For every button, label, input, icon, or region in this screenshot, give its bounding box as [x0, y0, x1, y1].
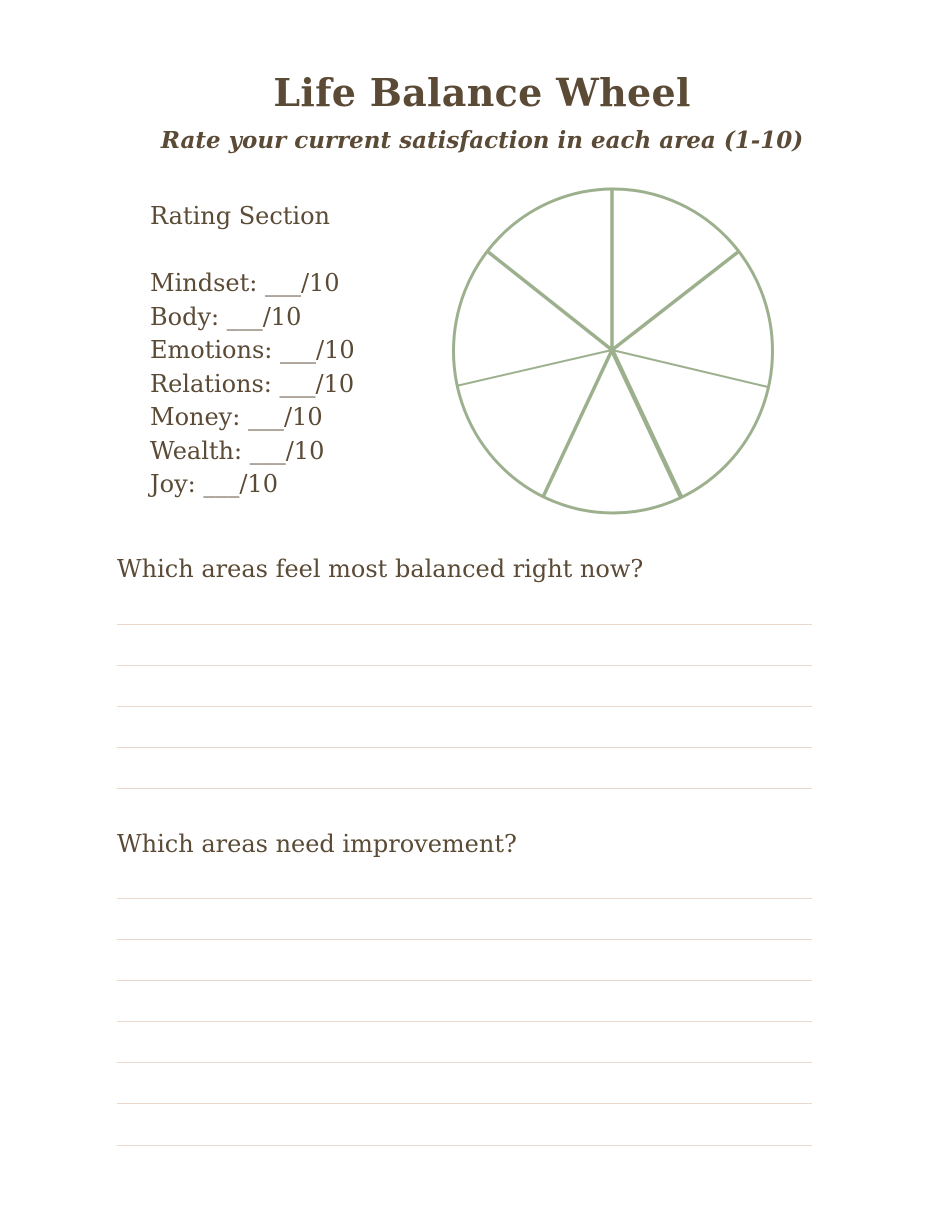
wheel-spoke [612, 350, 768, 387]
wheel-spoke [487, 251, 612, 350]
wheel-spoke [612, 350, 681, 497]
page-subtitle: Rate your current satisfaction in each area (1-10) [160, 127, 804, 154]
wheel-spoke [543, 350, 612, 497]
writing-line[interactable] [117, 665, 812, 666]
wheel-spoke [612, 252, 738, 350]
writing-line[interactable] [117, 1021, 812, 1022]
rating-section [150, 200, 440, 502]
rating-item-money[interactable]: Money: ___/10 [150, 403, 323, 431]
rating-section-heading: Rating Section [150, 202, 331, 230]
rating-item-relations[interactable]: Relations: ___/10 [150, 369, 355, 398]
rating-item-joy[interactable]: Joy: ___/10 [150, 470, 278, 498]
rating-item-wealth[interactable]: Wealth: ___/10 [150, 436, 325, 465]
writing-line[interactable] [117, 980, 812, 981]
question-balanced: Which areas feel most balanced right now? [117, 555, 644, 583]
wheel-spoke [456, 350, 612, 386]
writing-line[interactable] [117, 1145, 812, 1146]
writing-line[interactable] [117, 747, 812, 748]
writing-line[interactable] [117, 706, 812, 707]
answer-lines-balanced[interactable] [117, 624, 812, 794]
writing-line[interactable] [117, 624, 812, 625]
writing-line[interactable] [117, 898, 812, 899]
rating-item-mindset[interactable]: Mindset: ___/10 [150, 269, 340, 297]
writing-line[interactable] [117, 939, 812, 940]
rating-list [150, 267, 440, 502]
writing-line[interactable] [117, 1103, 812, 1104]
answer-lines-improvement[interactable] [117, 898, 812, 1148]
page-title: Life Balance Wheel [273, 70, 691, 115]
rating-item-emotions[interactable]: Emotions: ___/10 [150, 336, 355, 364]
writing-line[interactable] [117, 788, 812, 789]
life-balance-wheel [450, 184, 780, 518]
writing-line[interactable] [117, 1062, 812, 1063]
question-improvement: Which areas need improvement? [117, 830, 517, 858]
rating-item-body[interactable]: Body: ___/10 [150, 302, 302, 331]
